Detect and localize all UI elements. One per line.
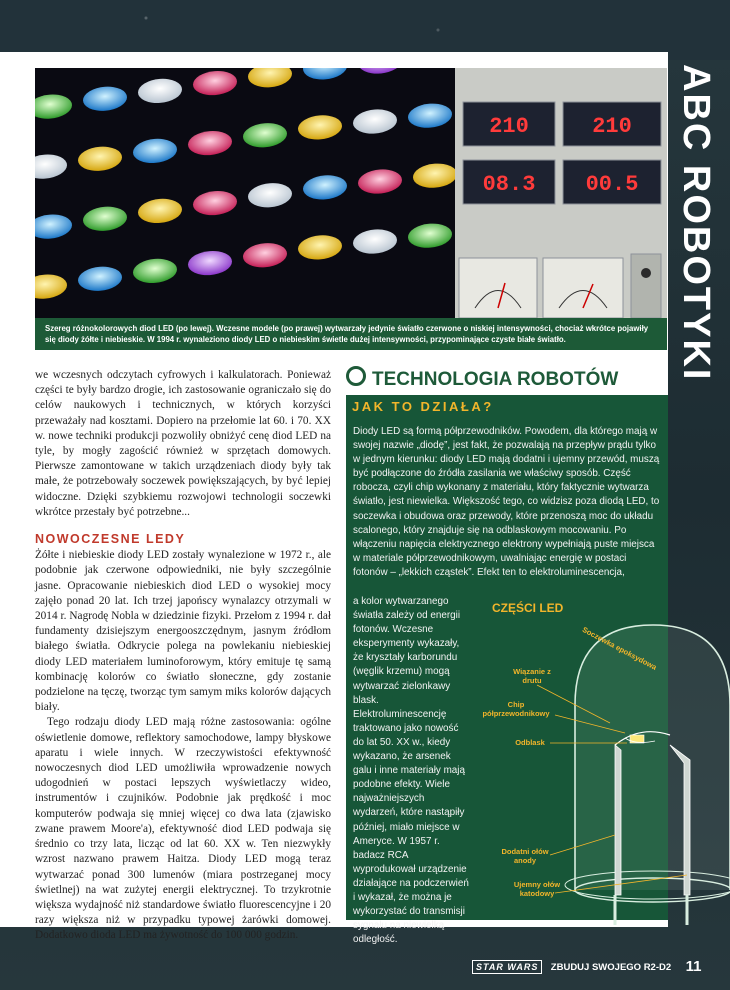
box-paragraph: Diody LED są formą półprzewodników. Powodem, dla którego mają w swojej nazwie „diodę”, jest fakt, że pozwalają na przepływ prądu tylko w jednym kierunku: diody LED mają dodatni i ujemny przewód, muszą być podłączone do źródła zasilania we właściwy sposób. Część robocza, czyli chip wykonany z materiału, który faktycznie wytwarza światło, jest niewielka. Większość tego, co widzisz poza diodą LED, to soczewka i obudowa oraz przewody, które przenoszą moc do układu scalonego, który znajduje się na odblaskowym mocowaniu. Po włączeniu napięcia elektrycznego elektrony wypełniają puste miejsca w materiale półprzewodnikowym, uwalniając energię w postaci fotonów – „lekkich cząstek”. Efekt ten to elektroluminescencja, (353, 426, 660, 578)
box-title: JAK TO DZIAŁA? (352, 399, 494, 414)
photo-caption: Szereg różnokolorowych diod LED (po lewej). Wczesne modele (po prawej) wytwarzały jedynie światło czerwone o niskiej intensywności, chociaż wkrótce pojawiły się diody żółte i niebieskie. W 1994 r. wynaleziono diody LED o niebieskim świetle dużej intensywności, przypominające czyste białe światło. (35, 318, 667, 350)
left-column (35, 368, 331, 944)
box-text-wide (353, 425, 663, 580)
section-title: ABC ROBOTYKI (675, 64, 717, 382)
label-wire-bond: Wiązanie z drutu (513, 667, 551, 685)
technology-heading (346, 366, 666, 392)
publication-title: ZBUDUJ SWOJEGO R2-D2 (550, 962, 672, 973)
gear-icon (346, 366, 366, 386)
meter-display: 08.3 (482, 172, 536, 197)
box-text-narrow (353, 595, 471, 947)
led-photo (35, 68, 667, 318)
page-number: 11 (685, 958, 702, 975)
space-background (0, 0, 730, 60)
star-wars-logo: STAR WARS (472, 960, 542, 974)
label-anode-lead: Dodatni ołów anody (501, 847, 549, 865)
meter-display: 00.5 (585, 172, 639, 197)
meter-panel (455, 68, 667, 318)
led-parts-title: CZĘŚCI LED (492, 601, 564, 615)
label-reflector: Odblask (515, 738, 545, 747)
box-paragraph: a kolor wytwarzanego światła zależy od energii fotonów. Wczesne eksperymenty wykazały, że kryształy karborundu (węglik krzemu) mogą wytwarzać zielonkawy blask. Elektroluminescencję traktowano jako nowość do lat 50. XX w., kiedy wykazano, że arsenek galu i inne materiały mają podobne efekty. Wiele najważniejszych wydarzeń, które nastąpiły później, miało miejsce w Ameryce. W 1957 r. badacz RCA wyprodukował urządzenie działające na podczerwień i wykazał, że można je wykorzystać do transmisji sygnału na niewielką odległość. (353, 596, 469, 946)
technology-title: TECHNOLOGIA ROBOTÓW (372, 369, 619, 390)
meter-display: 210 (489, 114, 529, 139)
label-epoxy-lens: Soczewka epoksydowa (580, 625, 659, 672)
led-array-illustration (35, 68, 667, 318)
body-paragraph: Żółte i niebieskie diody LED zostały wynalezione w 1972 r., ale podobnie jak czerwone odpowiedniki, nie były szczególnie jasne. Opracowanie niebieskich diod LED o wysokiej mocy zajęło ponad 20 lat. Ich trzej japońscy wynalazcy otrzymali w 2014 r. Nagrodę Nobla w dziedzinie fizyki. Przełom z 1994 r. dał fundamenty dzisiejszym energooszczędnym, jasnym źródłom białego światła. Odkrycie polega na powlekaniu niebieskiej diody LED materiałem luminoforowym, który emituje tę samą kombinację kolorów co światło słoneczne, gdy zostanie podzielone na tęczę, tworząc tym samym miks kolorów dających biały. (35, 549, 331, 714)
body-paragraph: we wczesnych odczytach cyfrowych i kalkulatorach. Ponieważ części te były bardzo drogie, ich zastosowanie ograniczało się do celów naukowych i technicznych, w których korzyści przeważały nad kosztami. Dopiero na przełomie lat 60. i 70. XX w. nowe techniki produkcji pozwoliły obniżyć cenę diod LED na tyle, by mogły zagościć również w sprzętach domowych. Pierwsze zamontowane w takich urządzeniach diody były tak małe, że potrzebowały soczewek powiększających, by być lepiej widoczne. Dzięki szybkiemu rozwojowi technologii soczewki wkrótce przestały być potrzebne... (35, 369, 331, 518)
meter-display: 210 (592, 114, 632, 139)
page-footer (472, 957, 701, 975)
section-tab (668, 52, 730, 382)
body-paragraph: Tego rodzaju diody LED mają różne zastosowania: ogólne oświetlenie domowe, reflektory samochodowe, lampy błyskowe aparatu i wiele innych. W rzeczywistości efektywność nowoczesnych diod LED umożliwiła wprowadzenie nowych udogodnień w postaci lepszych wyświetlaczy wideo, instrumentów i czujników. Podobnie jak prędkość i moc komputerów podwaja się mniej więcej co dwa lata (zjawisko zwane prawem Moore'a), efektywność diod LED podwaja się średnio co trzy lata, licząc od lat 60. XX w. Ten niezwykły wzrost nazwano prawem Haitza. Diody LED mogą teraz wytwarzać ponad 300 lumenów (miara postrzeganej mocy świetlnej) na wat zużytej energii elektrycznej. To trzykrotnie większa wydajność niż standardowe światło fluorescencyjne i 20 razy większa niż w przypadku typowej żarówki domowej. Dodatkowo dioda LED ma żywotność do 100 000 godzin. (35, 716, 331, 942)
section-subheading: NOWOCZESNE LEDY (35, 532, 186, 547)
label-cathode-lead: Ujemny ołów katodowy (513, 880, 561, 898)
label-semiconductor-chip: Chip półprzewodnikowy (482, 700, 550, 718)
